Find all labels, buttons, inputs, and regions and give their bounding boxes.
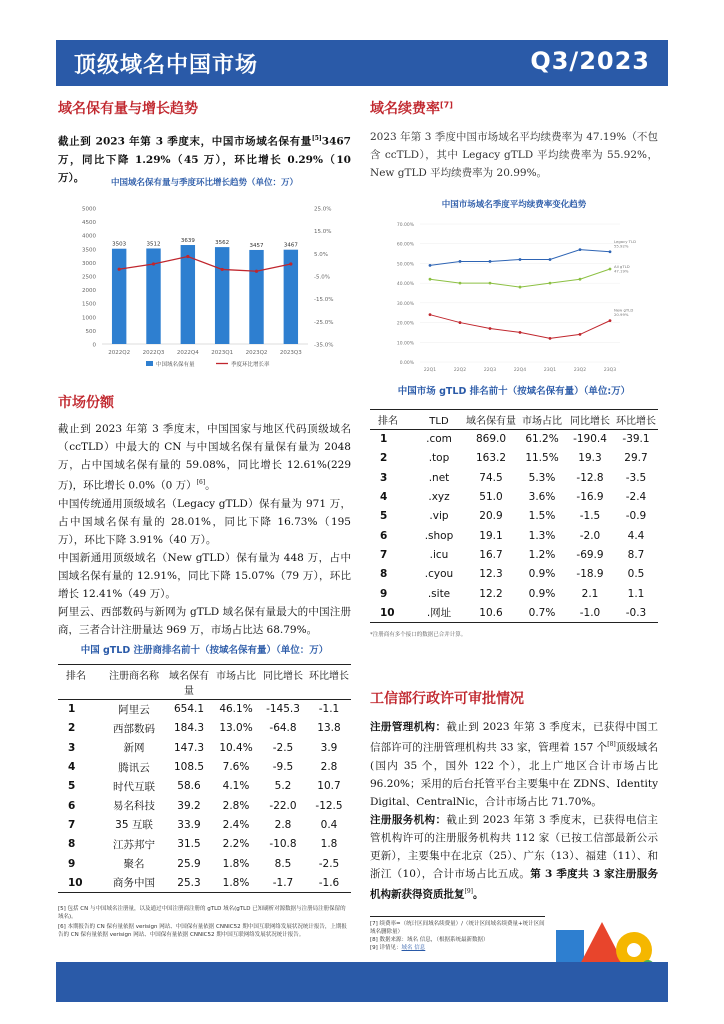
bar-value-label: 3467 [283,242,298,249]
column-header: 市场占比 [216,671,256,682]
table-cell: 31.5 [177,838,201,851]
renewal-para: 2023 年第 3 季度中国市场域名平均续费率为 47.19%（不包含 ccTLD），其中 Legacy gTLD 平均续费率为 55.92%，New gTLD 平均续费率为 20.99%。 [370,131,658,179]
table-cell: 61.2% [525,433,559,446]
table-cell: 2.2% [222,838,250,851]
share-section [58,392,351,639]
holdings-chart [58,194,351,384]
bar-value-label: 3503 [112,241,127,248]
x-tick-label: 2022Q3 [142,350,165,356]
table-row [58,873,351,892]
table-cell: -145.3 [266,703,300,716]
table-cell: 3 [68,741,76,754]
table-row [58,835,351,854]
y2-tick-label: -5.0% [314,274,330,281]
table-cell: 20.9 [479,510,503,523]
share-para-legacy: 中国传统通用顶级域名（Legacy gTLD）保有量为 971 万，占中国域名保有量的 28.01%，同比下降 16.73%（195 万），环比下降 3.91%（40 万）。 [58,497,351,546]
table-cell: .vip [429,510,449,523]
table-cell: 869.0 [475,433,507,446]
table-cell: 2.8 [320,761,338,774]
table-row [58,854,351,873]
table-cell: 11.5% [525,452,559,465]
column-header: 域名保有量 [466,416,516,427]
table-cell: 8 [68,838,76,851]
table-cell: 10.7 [317,780,341,793]
table-cell: 2.4% [222,818,250,831]
y-tick-label: 3000 [82,260,96,267]
x-tick-label: 2022Q4 [176,350,199,356]
table-cell: 商务中国 [113,877,155,890]
table-cell: 时代互联 [113,780,155,793]
table-cell: 6 [68,799,76,812]
table-cell: 25.9 [177,857,201,870]
x-tick-label: 22Q1 [423,368,437,373]
table-cell: .site [427,587,451,600]
table-cell: 46.1% [219,703,253,716]
table-cell: 16.7 [479,548,503,561]
x-tick-label: 2022Q2 [108,350,131,356]
table-cell: 0.4 [320,818,338,831]
tld-table-block [370,383,658,639]
table-row [370,430,658,449]
x-tick-label: 23Q1 [543,368,557,373]
column-header: 域名保有量 [169,671,209,697]
legend-label: 季度环比增长率 [231,362,270,368]
table-cell: -0.9 [625,510,647,523]
table-cell: -2.4 [625,491,647,504]
table-cell: 9 [380,587,388,600]
y-tick-label: 4000 [82,233,96,240]
series-line [430,250,610,266]
quarter-label: Q3/2023 [530,47,650,75]
table-cell: 4.1% [222,780,250,793]
table-cell: 3.6% [528,491,556,504]
y-tick-label: 3500 [82,247,96,254]
table-cell: 4 [380,491,388,504]
footnote-9-link[interactable]: 域名 信息 [401,945,426,951]
registrar-table-block [58,642,351,893]
column-header: 同比增长 [570,416,610,427]
table-row [58,738,351,757]
table-cell: -12.8 [576,471,604,484]
series-point [579,278,582,281]
table-cell: 7.6% [222,761,250,774]
x-tick-label: 2023Q3 [279,350,302,356]
table-row [58,719,351,738]
y-tick-label: 5000 [82,206,96,213]
table-cell: 8.7 [627,548,645,561]
table-cell: .net [428,471,450,484]
table-row [370,603,658,622]
table-row [370,526,658,545]
column-header: 环比增长 [616,416,656,427]
series-point [579,248,582,251]
table-cell: -10.8 [269,838,297,851]
table-cell: 654.1 [173,703,205,716]
table-cell: 0.7% [528,606,556,619]
footnote-6: [6] 本期报告的 CN 保有量依据 verisign 网站、中国保有量依据 CNNIC52 期中国互联网络发展状况统计报告，上期报告的 CN 保有量依据 verisign 网站、中国保有量依据 CNNIC52 期中国互联网络发展状况统计报告。 [58,924,347,938]
tld-table-header [370,410,658,430]
y-tick-label: 1000 [82,315,96,322]
miit-registry-para: 注册管理机构：截止到 2023 年第 3 季度末，已获得中国工信部许可的注册管理机构共 33 家，管理着 157 个[8]顶级域名(国内 35 个，国外 122 个），北上广地区合计市场占比 96.20%；采用的后台托管平台主要集中在 ZDNS、Identity Digital、CentralNic，合计市场占比 71.70%。 [370,721,659,808]
bar [181,245,195,344]
table-cell: 2.1 [581,587,599,600]
table-cell: 19.1 [479,529,503,542]
table-cell: 12.3 [479,568,503,581]
table-cell: 12.2 [479,587,503,600]
table-cell: 33.9 [177,818,201,831]
footnotes-right [370,916,545,952]
tld-table [370,409,658,623]
column-header: 注册商名称 [109,671,159,682]
series-line [430,269,610,287]
table-cell: -64.8 [269,722,297,735]
renewal-section [370,98,658,182]
table-cell: -22.0 [269,799,297,812]
left-column [58,98,351,187]
footnote-8: [8] 数据来源：域名 信息，（根据系统最新数据） [370,937,489,943]
bar [215,247,229,344]
series-point [459,260,462,263]
series-end-label: All gTLD [614,263,630,269]
miit-section [370,688,658,903]
series-point [429,278,432,281]
series-point [459,282,462,285]
series-end-value: 55.92% [614,243,629,249]
table-cell: 3 [380,471,388,484]
y2-tick-label: 5.0% [314,251,328,258]
series-point [489,260,492,263]
table-cell: 108.5 [173,761,205,774]
table-row [370,584,658,603]
column-header: 排名 [378,416,398,427]
series-end-value: 47.19% [614,268,629,274]
series-point [429,264,432,267]
table-cell: 74.5 [479,471,503,484]
bar-value-label: 3512 [146,241,161,248]
share-para-cctld: 截止到 2023 年第 3 季度末，中国国家与地区代码顶级域名（ccTLD）中最大的 CN 与中国域名保有量保有量为 2048 万，占中国域名保有量的 59.08%，同比增长 12.61%(229 万)，环比增长 0.0%（0 万）[6]。 [58,423,351,492]
series-point [609,250,612,253]
series-line [430,315,610,339]
table-row [370,449,658,468]
y2-tick-label: -15.0% [314,297,334,304]
table-cell: 4.4 [627,529,645,542]
table-cell: 腾讯云 [118,761,150,774]
table-cell: 7 [68,818,76,831]
growth-point [118,268,121,271]
table-cell: .cyou [424,568,454,581]
series-point [609,268,612,271]
table-cell: 10 [68,876,83,889]
miit-registrar-para: 注册服务机构：截止到 2023 年第 3 季度末，已获得电信主管机构许可的注册服务机构共 112 家（已按工信部最新公示更新），主要集中在北京（25）、广东（13）、福建（11）、和浙江（10），合计市场占比五成。第 3 季度共 3 家注册服务机构新获得资质批复[9]。 [370,813,658,900]
page-footer-bar [56,962,668,1002]
footnote-5: [5] 包括 CN 与中国域名注册量，以及通过中国注册商注册的 gTLD 域名(gTLD 已知刷析对源数据与注册局注册保留的域名)。 [58,906,346,920]
y2-tick-label: 15.0% [314,229,332,236]
column-header: 市场占比 [522,416,562,427]
table-cell: -1.5 [579,510,601,523]
tld-table-title: 中国市场 gTLD 排名前十（按域名保有量）（单位:万） [397,386,631,397]
miit-heading: 工信部行政许可审批情况 [370,691,524,707]
table-cell: -39.1 [622,433,650,446]
y-tick-label: 60.00% [396,242,414,248]
bar-value-label: 3639 [180,238,195,245]
table-cell: 1 [380,433,388,446]
table-cell: 5.2 [274,780,292,793]
table-cell: 西部数码 [113,722,155,735]
y-tick-label: 0.00% [399,361,414,366]
x-tick-label: 23Q2 [573,368,587,373]
holdings-heading: 域名保有量与增长趋势 [58,101,198,117]
table-row [370,545,658,564]
table-cell: 阿里云 [118,703,150,716]
table-cell: 184.3 [173,722,205,735]
growth-point [289,262,292,265]
y-tick-label: 1500 [82,301,96,308]
table-cell: 0.5 [627,568,645,581]
series-point [609,319,612,322]
series-end-label: New gTLD [614,307,634,313]
table-cell: .shop [424,529,454,542]
table-cell: -18.9 [576,568,604,581]
column-header: TLD [429,416,449,427]
table-cell: 0.9% [528,568,556,581]
table-cell: .网址 [426,607,452,620]
table-cell: 1.5% [528,510,556,523]
x-tick-label: 23Q3 [603,368,617,373]
chart2-title: 中国市场域名季度平均续费率变化趋势 [441,200,587,210]
bar-value-label: 3562 [215,240,230,247]
table-cell: 2.8% [222,799,250,812]
table-cell: -2.5 [272,741,294,754]
table-cell: .xyz [428,491,450,504]
table-cell: 1.3% [528,529,556,542]
table-cell: -2.0 [579,529,601,542]
table-cell: 2 [68,722,76,735]
series-point [549,258,552,261]
y-tick-label: 2500 [82,274,96,281]
registrar-table-title: 中国 gTLD 注册商排名前十（按域名保有量）（单位：万） [80,645,329,656]
series-point [549,337,552,340]
table-row [370,487,658,506]
table-cell: -1.0 [579,606,601,619]
series-point [519,258,522,261]
y2-tick-label: -35.0% [314,342,334,349]
table-cell: -2.5 [318,857,340,870]
table-cell: 7 [380,548,388,561]
bar [112,249,126,344]
table-cell: 1.8 [320,838,338,851]
x-tick-label: 2023Q2 [245,350,268,356]
table-cell: 51.0 [479,491,503,504]
table-row [58,700,351,719]
tld-table-note: *注册商有多个接口的数据已合并计算。 [370,631,467,638]
table-cell: -12.5 [315,799,343,812]
table-cell: -1.6 [318,876,340,889]
legend-swatch [146,361,153,366]
growth-point [186,255,189,258]
legend-label: 中国域名保有量 [156,362,195,368]
table-cell: 13.8 [317,722,341,735]
table-cell: 58.6 [177,780,201,793]
series-point [519,286,522,289]
column-header: 同比增长 [263,671,303,682]
share-para-new: 中国新通用顶级域名（New gTLD）保有量为 448 万，占中国域名保有量的 12.91%，同比下降 15.07%（79 万），环比增长 12.41%（49 万）。 [58,551,351,600]
table-cell: 13.0% [219,722,253,735]
table-cell: 5.3% [528,471,556,484]
table-cell: 4 [68,761,76,774]
column-header: 环比增长 [309,671,349,682]
table-cell: 2.8 [274,818,292,831]
series-point [549,282,552,285]
renewal-heading: 域名续费率[7] [370,100,453,117]
table-cell: 江苏邦宁 [113,838,155,851]
table-cell: 25.3 [177,876,201,889]
y2-tick-label: -25.0% [314,319,334,326]
table-cell: 10.4% [219,741,253,754]
table-row [370,507,658,526]
table-cell: -9.5 [272,761,294,774]
table-cell: 3.9 [320,741,338,754]
renewal-chart [370,214,658,382]
table-cell: .icu [429,548,449,561]
series-point [579,333,582,336]
y-tick-label: 30.00% [396,301,414,307]
y-tick-label: 20.00% [396,321,414,327]
growth-point [255,270,258,273]
table-row [58,777,351,796]
holdings-lead: 截止到 2023 年第 3 季度末，中国市场域名保有量[5]3467 万，同比下降 1.29%（45 万），环比增长 0.29%（10 万）。 [58,135,351,184]
x-tick-label: 22Q3 [483,368,497,373]
table-cell: 10 [380,606,395,619]
registrar-table-header [58,665,351,700]
x-tick-label: 22Q2 [453,368,467,373]
table-cell: 10.6 [479,606,503,619]
y-tick-label: 500 [85,328,96,335]
column-header: 排名 [66,671,86,682]
growth-point [221,268,224,271]
table-cell: 35 互联 [115,819,153,832]
table-cell: 1.8% [222,876,250,889]
page-header [56,40,668,86]
table-cell: -0.3 [625,606,647,619]
table-cell: 0.9% [528,587,556,600]
footnote-9: [9] 详情见：域名 信息 [370,945,426,951]
y-tick-label: 4500 [82,220,96,227]
y-tick-label: 70.00% [396,223,414,228]
y-tick-label: 2000 [82,288,96,295]
table-cell: 19.3 [578,452,602,465]
chart2-block [370,198,658,382]
table-cell: -1.1 [318,703,340,716]
series-point [429,313,432,316]
growth-point [152,262,155,265]
table-cell: 5 [380,510,388,523]
bar [249,250,263,344]
bar-value-label: 3457 [249,242,264,249]
table-row [58,796,351,815]
table-cell: 6 [380,529,388,542]
share-heading: 市场份额 [58,395,114,411]
table-cell: .com [426,433,452,446]
table-cell: 39.2 [177,799,201,812]
table-cell: 2 [380,452,388,465]
table-cell: 29.7 [624,452,648,465]
share-para-registrars: 阿里云、西部数码与新网为 gTLD 域名保有量最大的中国注册商，三者合计注册量达 969 万，市场占比达 68.79%。 [58,605,351,636]
table-cell: .top [428,452,450,465]
footnote-7: [7] 续费率=（统计区间域名续费量）/（统计区间域名续费量+统计区间域名删除量） [370,921,545,935]
table-cell: 1.1 [627,587,645,600]
table-cell: 9 [68,857,76,870]
table-cell: 147.3 [173,741,205,754]
footnotes-left [58,905,351,939]
table-row [58,815,351,834]
y-tick-label: 0 [92,342,96,349]
table-cell: 易名科技 [113,800,155,813]
y2-tick-label: 25.0% [314,206,332,213]
table-cell: 1.8% [222,857,250,870]
x-tick-label: 2023Q1 [211,350,234,356]
series-end-value: 20.99% [614,312,629,318]
page-title: 顶级域名中国市场 [74,53,259,78]
series-point [489,327,492,330]
table-cell: -16.9 [576,491,604,504]
table-row [370,565,658,584]
table-cell: 1 [68,703,76,716]
y-tick-label: 40.00% [396,282,414,288]
chart1-title: 中国域名保有量与季度环比增长趋势（单位：万） [110,178,298,188]
table-cell: -69.9 [576,548,604,561]
table-cell: 163.2 [475,452,507,465]
table-row [58,757,351,776]
chart1-block [58,176,351,384]
registrar-table [58,664,351,893]
table-cell: 8 [380,568,388,581]
table-cell: 新网 [123,742,145,755]
x-tick-label: 22Q4 [513,368,527,373]
growth-line [119,257,291,272]
series-point [459,321,462,324]
table-cell: 聚名 [123,858,145,871]
table-cell: 8.5 [274,857,292,870]
table-cell: 5 [68,780,76,793]
series-end-label: Legacy TLD [614,238,637,244]
y-tick-label: 10.00% [396,341,414,347]
table-cell: -1.7 [272,876,294,889]
table-row [370,468,658,487]
y-tick-label: 50.00% [396,262,414,268]
table-cell: 1.2% [528,548,556,561]
table-cell: -3.5 [625,471,647,484]
table-cell: -190.4 [573,433,607,446]
series-point [489,282,492,285]
series-point [519,331,522,334]
